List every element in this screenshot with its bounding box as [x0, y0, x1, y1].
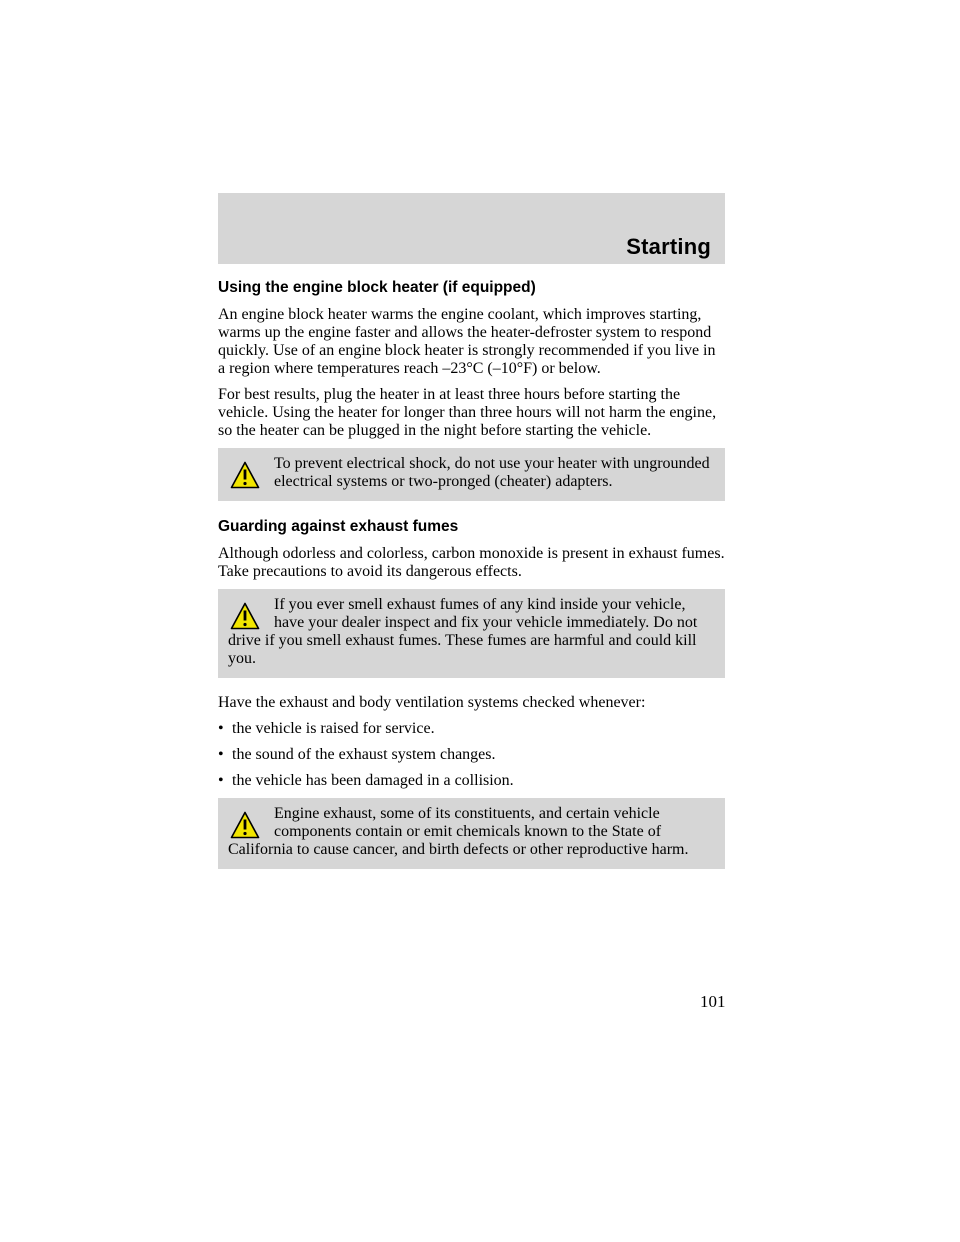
bullet-icon: • [218, 772, 224, 789]
warning-box-california [218, 798, 725, 869]
list-item-text: the sound of the exhaust system changes. [232, 746, 496, 763]
list-item-text: the vehicle is raised for service. [232, 720, 435, 737]
bullet-icon: • [218, 746, 224, 763]
warning-box-exhaust-fumes [218, 589, 725, 678]
block-heater-paragraph-2: For best results, plug the heater in at least three hours before starting the vehicle. Using the heater for longer than three hours will not harm the engine, so the heater can be plugged in the night before starting the vehicle. [218, 386, 717, 439]
block-heater-heading: Using the engine block heater (if equipped) [218, 279, 536, 296]
list-item [218, 746, 725, 764]
warning-triangle-icon [230, 811, 260, 839]
bullet-icon: • [218, 720, 224, 737]
list-item [218, 720, 725, 738]
section-title: Starting [626, 234, 711, 259]
inspection-bullet-list [218, 720, 725, 790]
exhaust-heading: Guarding against exhaust fumes [218, 518, 459, 535]
warning-triangle-icon [230, 602, 260, 630]
page-content [218, 278, 725, 885]
list-item [218, 772, 725, 790]
exhaust-paragraph-2: Have the exhaust and body ventilation systems checked whenever: [218, 694, 646, 711]
exhaust-paragraph-1: Although odorless and colorless, carbon monoxide is present in exhaust fumes. Take precautions to avoid its dangerous effects. [218, 545, 725, 580]
list-item-text: the vehicle has been damaged in a collision. [232, 772, 514, 789]
warning-text: If you ever smell exhaust fumes of any kind inside your vehicle, have your dealer inspect and fix your vehicle immediately. Do not drive if you smell exhaust fumes. These fumes are harmful and could kill you. [228, 596, 698, 667]
warning-text: To prevent electrical shock, do not use your heater with ungrounded electrical systems or two-pronged (cheater) adapters. [274, 455, 710, 490]
warning-triangle-icon [230, 461, 260, 489]
warning-box-electrical-shock [218, 448, 725, 501]
page-number: 101 [700, 992, 726, 1011]
block-heater-paragraph-1: An engine block heater warms the engine coolant, which improves starting, warms up the engine faster and allows the heater-defroster system to respond quickly. Use of an engine block heater is strongly recommended if you live in a region where temperatures reach –23°C (–10°F) or below. [218, 306, 716, 377]
section-header-band [218, 193, 725, 264]
warning-text: Engine exhaust, some of its constituents, and certain vehicle components contain or emit chemicals known to the State of California to cause cancer, and birth defects or other reproductive harm. [228, 805, 689, 858]
